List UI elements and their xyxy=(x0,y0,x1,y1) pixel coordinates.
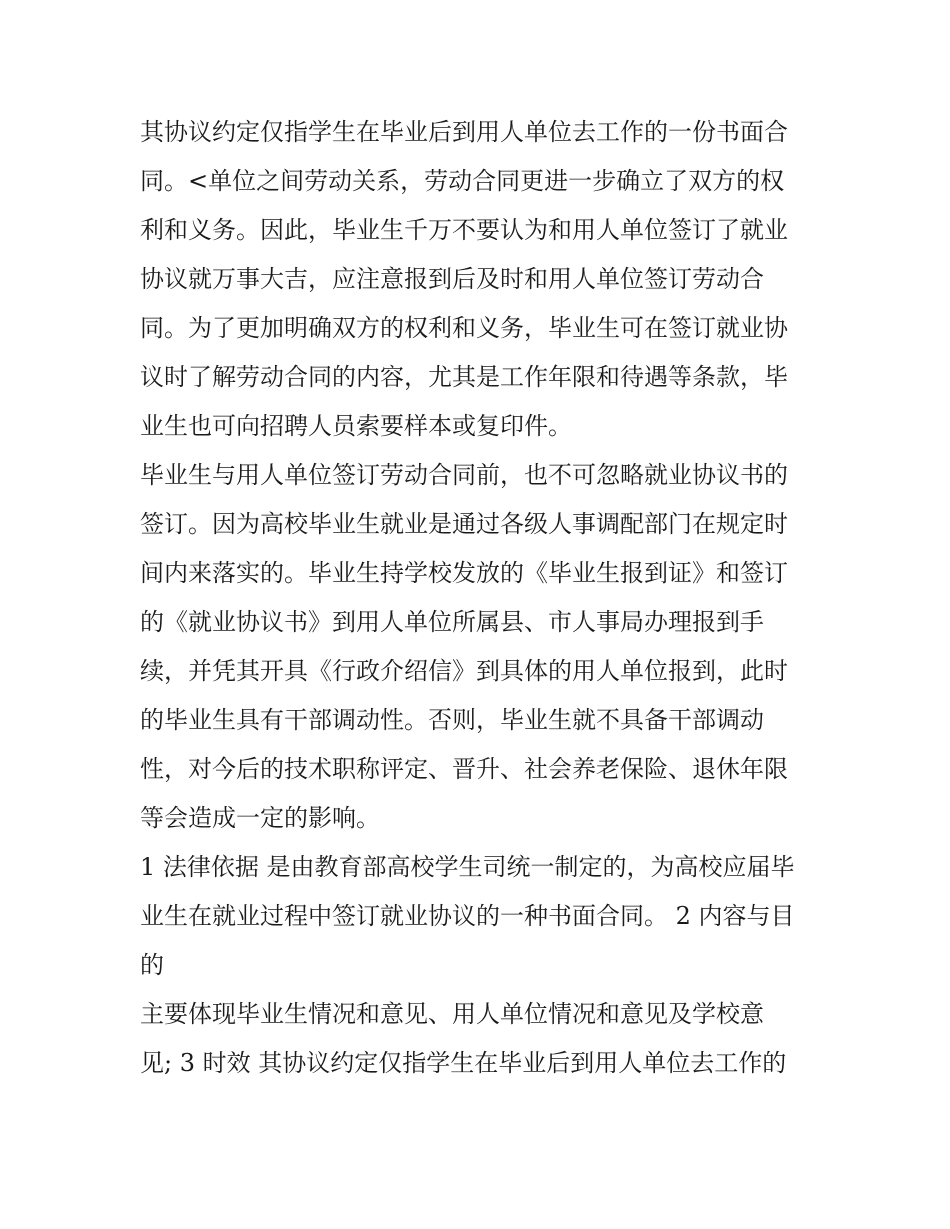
body-text xyxy=(140,108,820,1088)
text-line-2: 同。<单位之间劳动关系，劳动合同更进一步确立了双方的权 xyxy=(140,167,785,195)
text-line-3: 利和义务。因此，毕业生千万不要认为和用人单位签订了就业 xyxy=(140,216,788,244)
text-line-1: 其协议约定仅指学生在毕业后到用人单位去工作的一份书面合 xyxy=(140,118,788,146)
text-line-15: 等会造成一定的影响。 xyxy=(140,804,380,832)
text-line-6: 议时了解劳动合同的内容，尤其是工作年限和待遇等条款，毕 xyxy=(140,363,788,391)
text-line-20: 见; 3 时效 其协议约定仅指学生在毕业后到用人单位去工作的 xyxy=(140,1049,787,1077)
text-line-7: 业生也可向招聘人员索要样本或复印件。 xyxy=(140,412,572,440)
text-line-17: 业生在就业过程中签订就业协议的一种书面合同。 2 内容与目 xyxy=(140,902,795,930)
text-line-8: 毕业生与用人单位签订劳动合同前，也不可忽略就业协议书的 xyxy=(140,461,788,489)
text-line-14: 性，对今后的技术职称评定、晋升、社会养老保险、退休年限 xyxy=(140,755,788,783)
text-line-10: 间内来落实的。毕业生持学校发放的《毕业生报到证》和签订 xyxy=(140,559,788,587)
text-line-11: 的《就业协议书》到用人单位所属县、市人事局办理报到手 xyxy=(140,608,764,636)
text-line-16: 1 法律依据 是由教育部高校学生司统一制定的，为高校应届毕 xyxy=(140,853,795,881)
text-line-4: 协议就万事大吉，应注意报到后及时和用人单位签订劳动合 xyxy=(140,265,764,293)
text-line-19: 主要体现毕业生情况和意见、用人单位情况和意见及学校意 xyxy=(140,1000,764,1028)
text-line-12: 续，并凭其开具《行政介绍信》到具体的用人单位报到，此时 xyxy=(140,657,788,685)
text-line-13: 的毕业生具有干部调动性。否则，毕业生就不具备干部调动 xyxy=(140,706,764,734)
text-line-9: 签订。因为高校毕业生就业是通过各级人事调配部门在规定时 xyxy=(140,510,788,538)
text-line-5: 同。为了更加明确双方的权利和义务，毕业生可在签订就业协 xyxy=(140,314,788,342)
text-line-18: 的 xyxy=(140,951,164,979)
